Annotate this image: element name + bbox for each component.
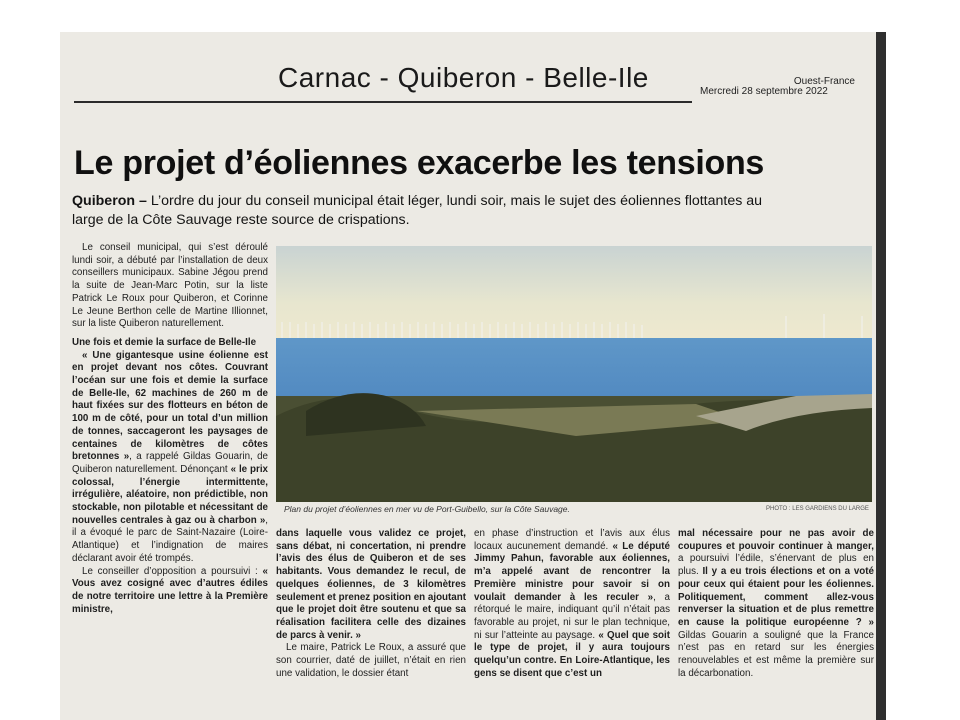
photo-caption: Plan du projet d’éoliennes en mer vu de Port-Guibello, sur la Côte Sauvage. [284, 504, 570, 514]
paragraph-text: Gildas Gouarin a souligné que la France n’est pas en retard sur les énergies renouvelables et est même la première sur la décarbonation. [678, 629, 874, 679]
paragraph-text: , il a évoqué le parc de Saint-Nazaire (Loire-Atlantique) et l’indignation de maires déclarant avoir été trompés. [72, 514, 268, 564]
scan-edge [876, 32, 886, 720]
quote: « Vous avez cosigné avec d’autres édiles de notre territoire une lettre à la Première ministre, [72, 565, 268, 615]
paragraph-text: a poursuivi l’édile, s’énervant de plus en plus. [678, 553, 874, 578]
article-lead [72, 192, 792, 230]
quote: dans laquelle vous validez ce projet, sans débat, ni concertation, ni prendre l’avis des élus de Quiberon et de ses habitants. Vous demandez le recul, de quelques éoliennes, de 3 kilomètres seulement et prenez position en ajoutant que le projet doit être soutenu et que sa réalisation facilitera celle des dizaines de parcs à venir. » [276, 528, 466, 641]
paragraph [276, 528, 466, 642]
column-5 [678, 528, 874, 680]
dateline: Quiberon – [72, 193, 147, 209]
edition-date: Mercredi 28 septembre 2022 [700, 86, 828, 97]
lead-text: L’ordre du jour du conseil municipal était léger, lundi soir, mais le sujet des éoliennes flottantes au large de la Côte Sauvage reste source de crispations. [72, 193, 763, 228]
paragraph-text: Le conseiller d’opposition a poursuivi : [82, 565, 263, 577]
quote: « Une gigantesque usine éolienne est en projet devant nos côtes. Couvrant l’océan sur une fois et demie la surface de Belle-Ile, 62 machines de 260 m de haut fixées sur des flotteurs en béton de 100 m de côté, pour un total d’un million de tonnes, saccageront les paysages de centaines de kilomètres de côtes bretonnes » [72, 349, 268, 463]
seascape-photo [276, 246, 872, 502]
column-4 [474, 528, 670, 680]
photo-credit: PHOTO : LES GARDIENS DU LARGE [766, 506, 869, 512]
paragraph: Le conseil municipal, qui s’est déroulé lundi soir, a débuté par l’installation de deux conseillers municipaux. Sabine Jégou prend la suite de Jean-Marc Potin, sur la liste Patrick Le Roux pour Quiberon, et Corinne Le Jeune Berthon celle de Martine Illionnet, sur la liste Quiberon naturellement. [72, 242, 268, 330]
article-headline: Le projet d’éoliennes exacerbe les tensions [74, 144, 765, 182]
paragraph: Le maire, Patrick Le Roux, a assuré que son courrier, daté de juillet, n’était en rien une validation, le dossier étant [276, 642, 466, 679]
paragraph [72, 566, 268, 617]
paragraph-text: en phase d’instruction et l’avis aux élus locaux aucunement demandé. [474, 528, 670, 552]
header-rule [74, 101, 692, 103]
paragraph [72, 350, 268, 566]
quote: « Quel que soit le type de projet, il y aura toujours quelqu’un contre. En Loire-Atlantique, les gens se disent que c’est un [474, 629, 670, 679]
quote: mal nécessaire pour ne pas avoir de coupures et pouvoir continuer à manger, [678, 528, 874, 552]
paragraph-text: , a rétorqué le maire, indiquant qu’il n’était pas favorable au projet, ni sur le plan technique, ni sur l’atteinte au paysage. [474, 591, 670, 641]
paragraph [474, 528, 670, 680]
newspaper-clipping [60, 32, 882, 720]
quote: Il y a eu trois élections et on a voté pour ceux qui étaient pour les éoliennes. Politiquement, comment allez-vous renverser la situation et de plus remettre en cause la politique européenne ? » [678, 566, 874, 628]
column-3 [276, 528, 466, 680]
quote: « le prix colossal, l’énergie intermittente, irrégulière, aléatoire, non prédictible, non stockable, non pilotable et nécessitant de nouvelles centrales à gaz ou à charbon » [72, 463, 269, 526]
quote: « Le député Jimmy Pahun, favorable aux éoliennes, m’a appelé avant de rencontrer la Première ministre pour savoir si on voulait demander à les reculer » [474, 540, 670, 603]
article-photo [276, 246, 872, 502]
subheading: Une fois et demie la surface de Belle-Ile [72, 336, 257, 348]
column-1 [72, 242, 268, 616]
newspaper-name: Ouest-France [793, 76, 855, 87]
paragraph-text: , a rappelé Gildas Gouarin, de Quiberon naturellement. Dénonçant [72, 451, 268, 475]
paragraph [678, 528, 874, 680]
section-title: Carnac - Quiberon - Belle-Ile [278, 62, 649, 93]
